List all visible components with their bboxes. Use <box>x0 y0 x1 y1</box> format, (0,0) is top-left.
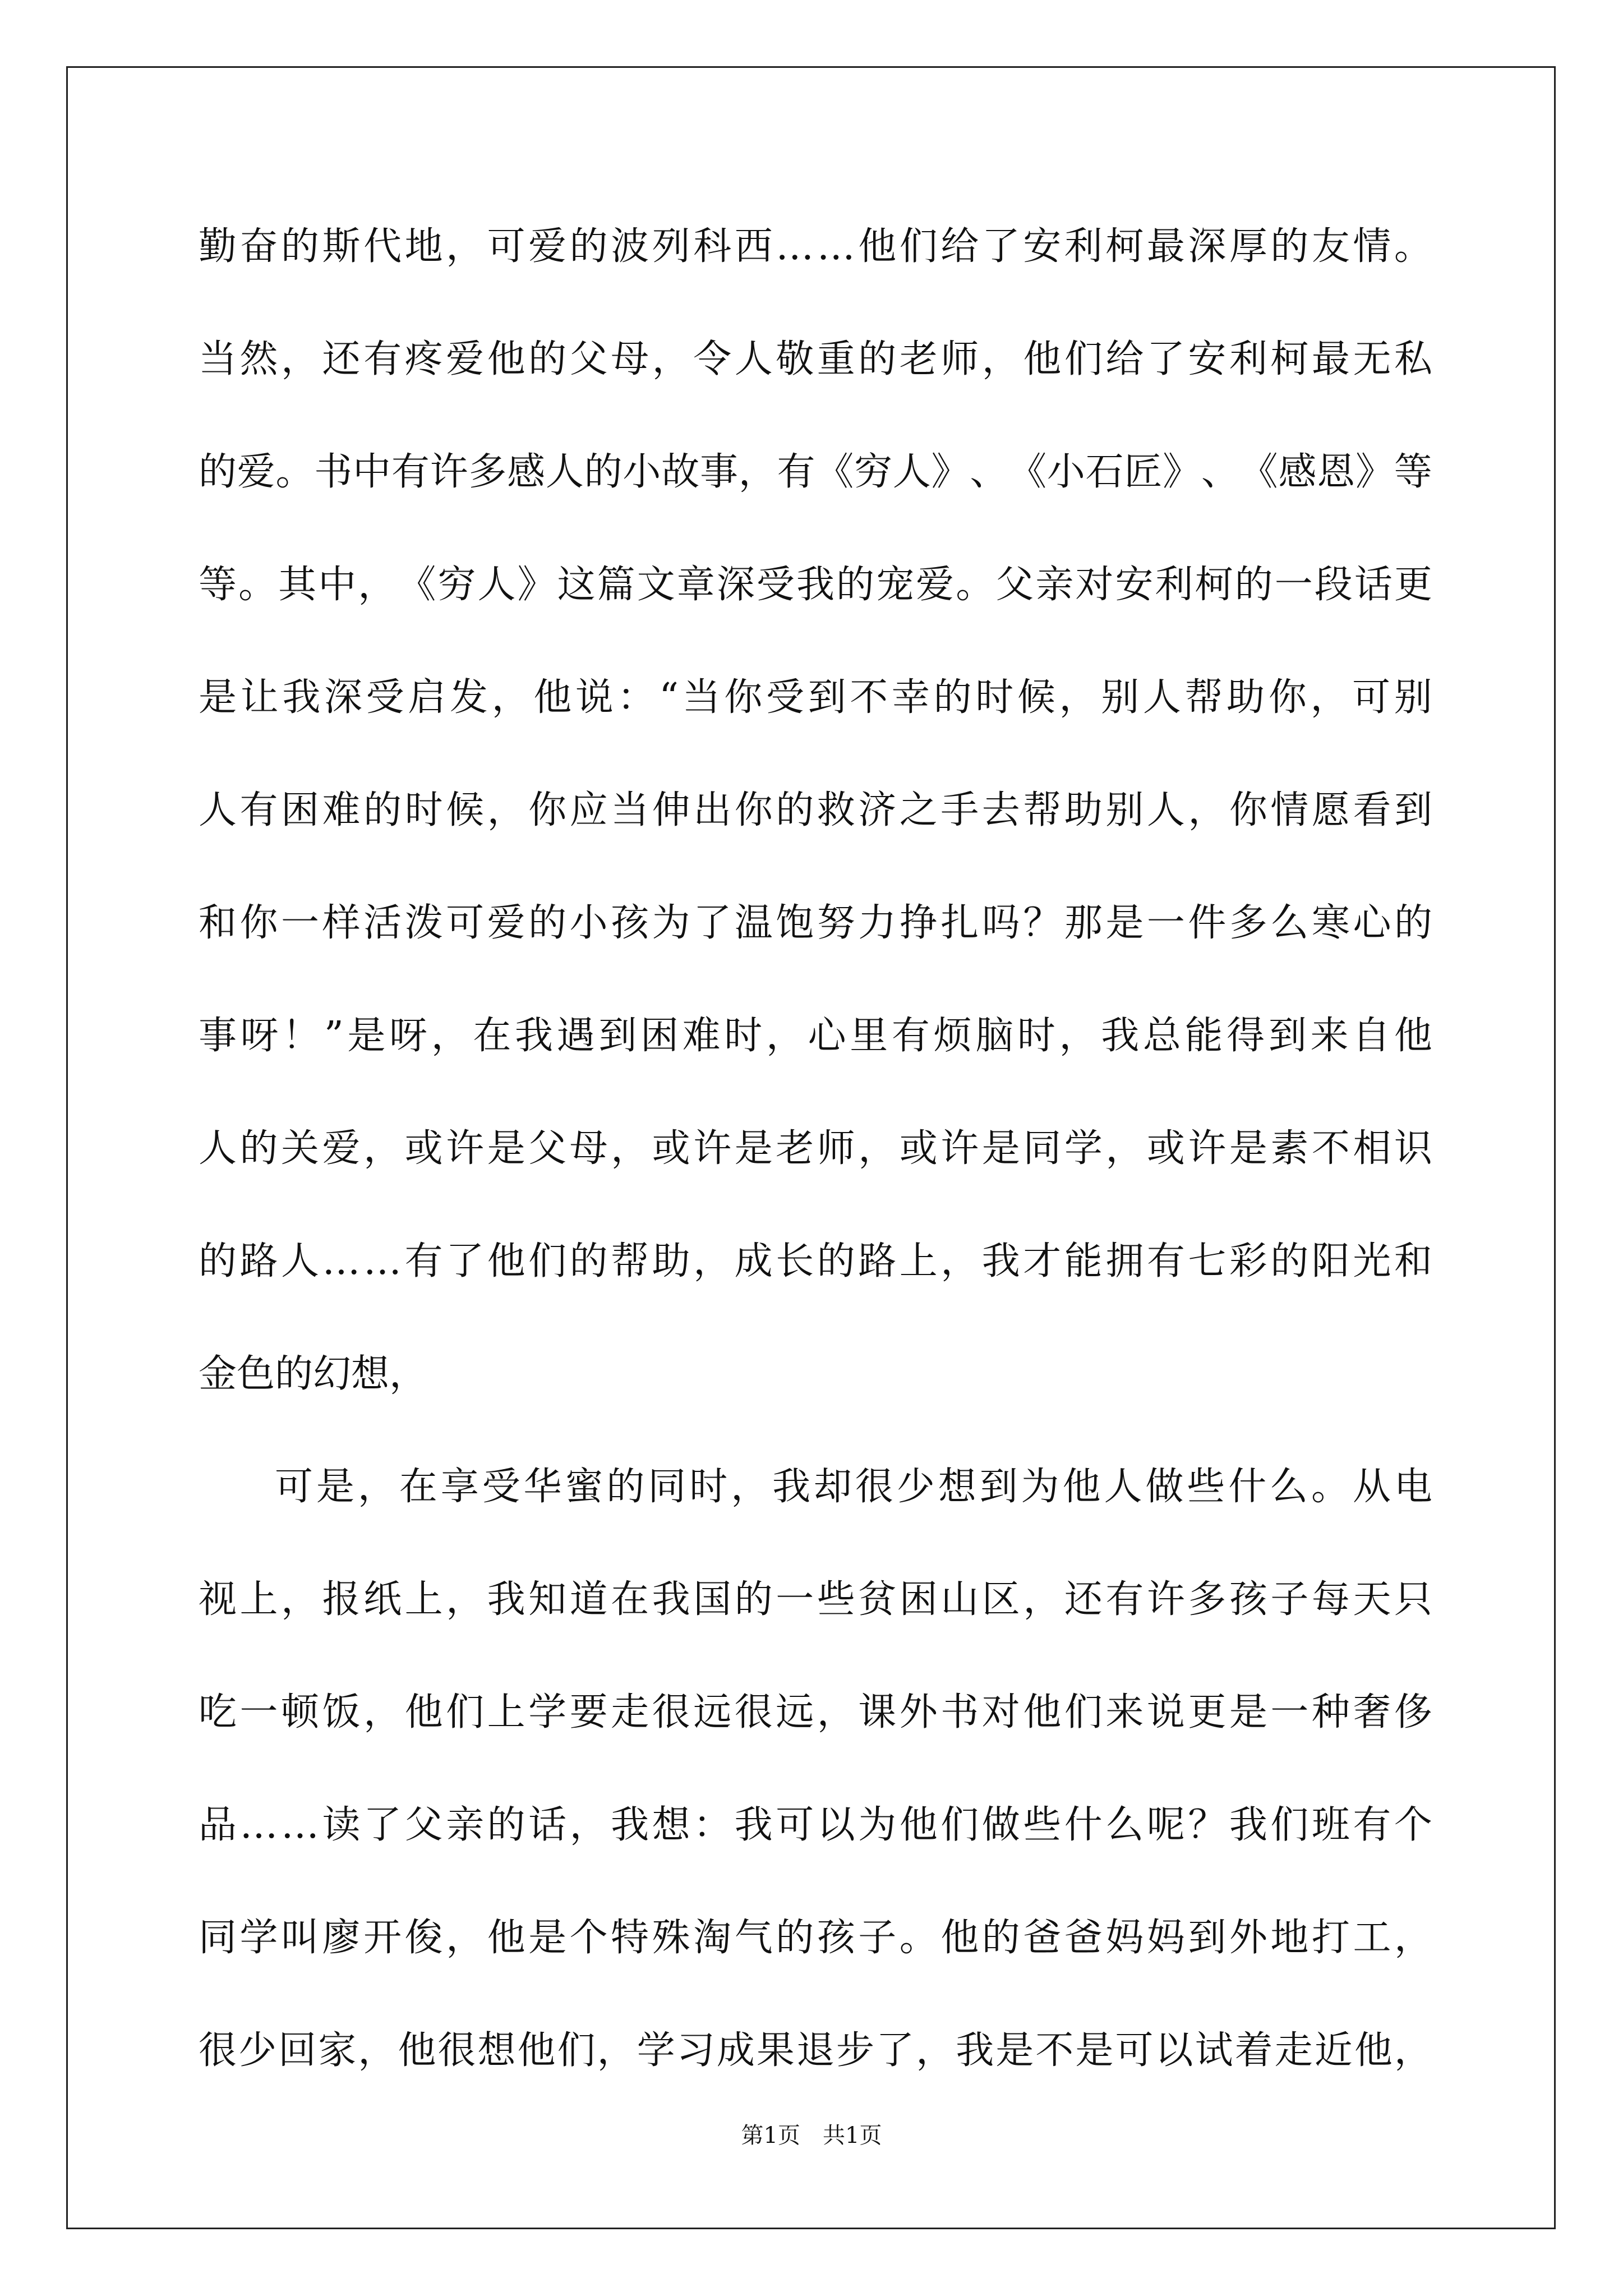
text-line: 可 是 ， 在 享 受 华 蜜 的 同 时 ， 我 却 很 少 想 到 为 他 人 做 些 什 么 。 从 电 <box>275 1465 1432 1509</box>
text-line: 事 呀 ！ ” 是 呀 ， 在 我 遇 到 困 难 时 ， 心 里 有 烦 脑 时 ， 我 总 能 得 到 来 自 他 <box>199 1014 1432 1058</box>
text-line: 人 有 困 难 的 时 候 ， 你 应 当 伸 出 你 的 救 济 之 手 去 帮 助 别 人 ， 你 情 愿 看 到 <box>199 788 1432 832</box>
text-line: 等 。 其 中 ， 《 穷 人 》 这 篇 文 章 深 受 我 的 宠 爱 。 父 亲 对 安 利 柯 的 一 段 话 更 <box>199 563 1432 607</box>
text-line: 人 的 关 爱 ， 或 许 是 父 母 ， 或 许 是 老 师 ， 或 许 是 同 学 ， 或 许 是 素 不 相 识 <box>199 1126 1432 1171</box>
text-line: 品 … … 读 了 父 亲 的 话 ， 我 想 ： 我 可 以 为 他 们 做 些 什 么 呢 ？ 我 们 班 有 个 <box>199 1803 1432 1847</box>
text-line: 吃 一 顿 饭 ， 他 们 上 学 要 走 很 远 很 远 ， 课 外 书 对 他 们 来 说 更 是 一 种 奢 侈 <box>199 1690 1432 1734</box>
text-line: 的 爱 。 书 中 有 许 多 感 人 的 小 故 事 ， 有 《 穷 人 》 、 《 小 石 匠 》 、 《 感 恩 》 等 <box>199 450 1432 494</box>
text-line: 和 你 一 样 活 泼 可 爱 的 小 孩 为 了 温 饱 努 力 挣 扎 吗 ？ 那 是 一 件 多 么 寒 心 的 <box>199 901 1432 945</box>
text-line: 当 然 ， 还 有 疼 爱 他 的 父 母 ， 令 人 敬 重 的 老 师 ， 他 们 给 了 安 利 柯 最 无 私 <box>199 337 1432 381</box>
text-line: 勤 奋 的 斯 代 地 ， 可 爱 的 波 列 科 西 … … 他 们 给 了 安 利 柯 最 深 厚 的 友 情 。 <box>199 224 1432 269</box>
text-line: 视 上 ， 报 纸 上 ， 我 知 道 在 我 国 的 一 些 贫 困 山 区 ， 还 有 许 多 孩 子 每 天 只 <box>199 1577 1432 1622</box>
text-line: 金色的幻想， <box>199 1352 428 1396</box>
text-line: 的 路 人 … … 有 了 他 们 的 帮 助 ， 成 长 的 路 上 ， 我 才 能 拥 有 七 彩 的 阳 光 和 <box>199 1239 1432 1283</box>
text-line: 很 少 回 家 ， 他 很 想 他 们 ， 学 习 成 果 退 步 了 ， 我 是 不 是 可 以 试 着 走 近 他 ， <box>199 2028 1432 2073</box>
text-line: 是 让 我 深 受 启 发 ， 他 说 ： “ 当 你 受 到 不 幸 的 时 候 ， 别 人 帮 助 你 ， 可 别 <box>199 675 1432 720</box>
page-number-label: 第1页 共1页 <box>741 2123 882 2148</box>
page-footer <box>0 2118 1623 2150</box>
text-line: 同 学 叫 廖 开 俊 ， 他 是 个 特 殊 淘 气 的 孩 子 。 他 的 爸 爸 妈 妈 到 外 地 打 工 ， <box>199 1916 1432 1960</box>
document-body <box>199 219 1432 2136</box>
